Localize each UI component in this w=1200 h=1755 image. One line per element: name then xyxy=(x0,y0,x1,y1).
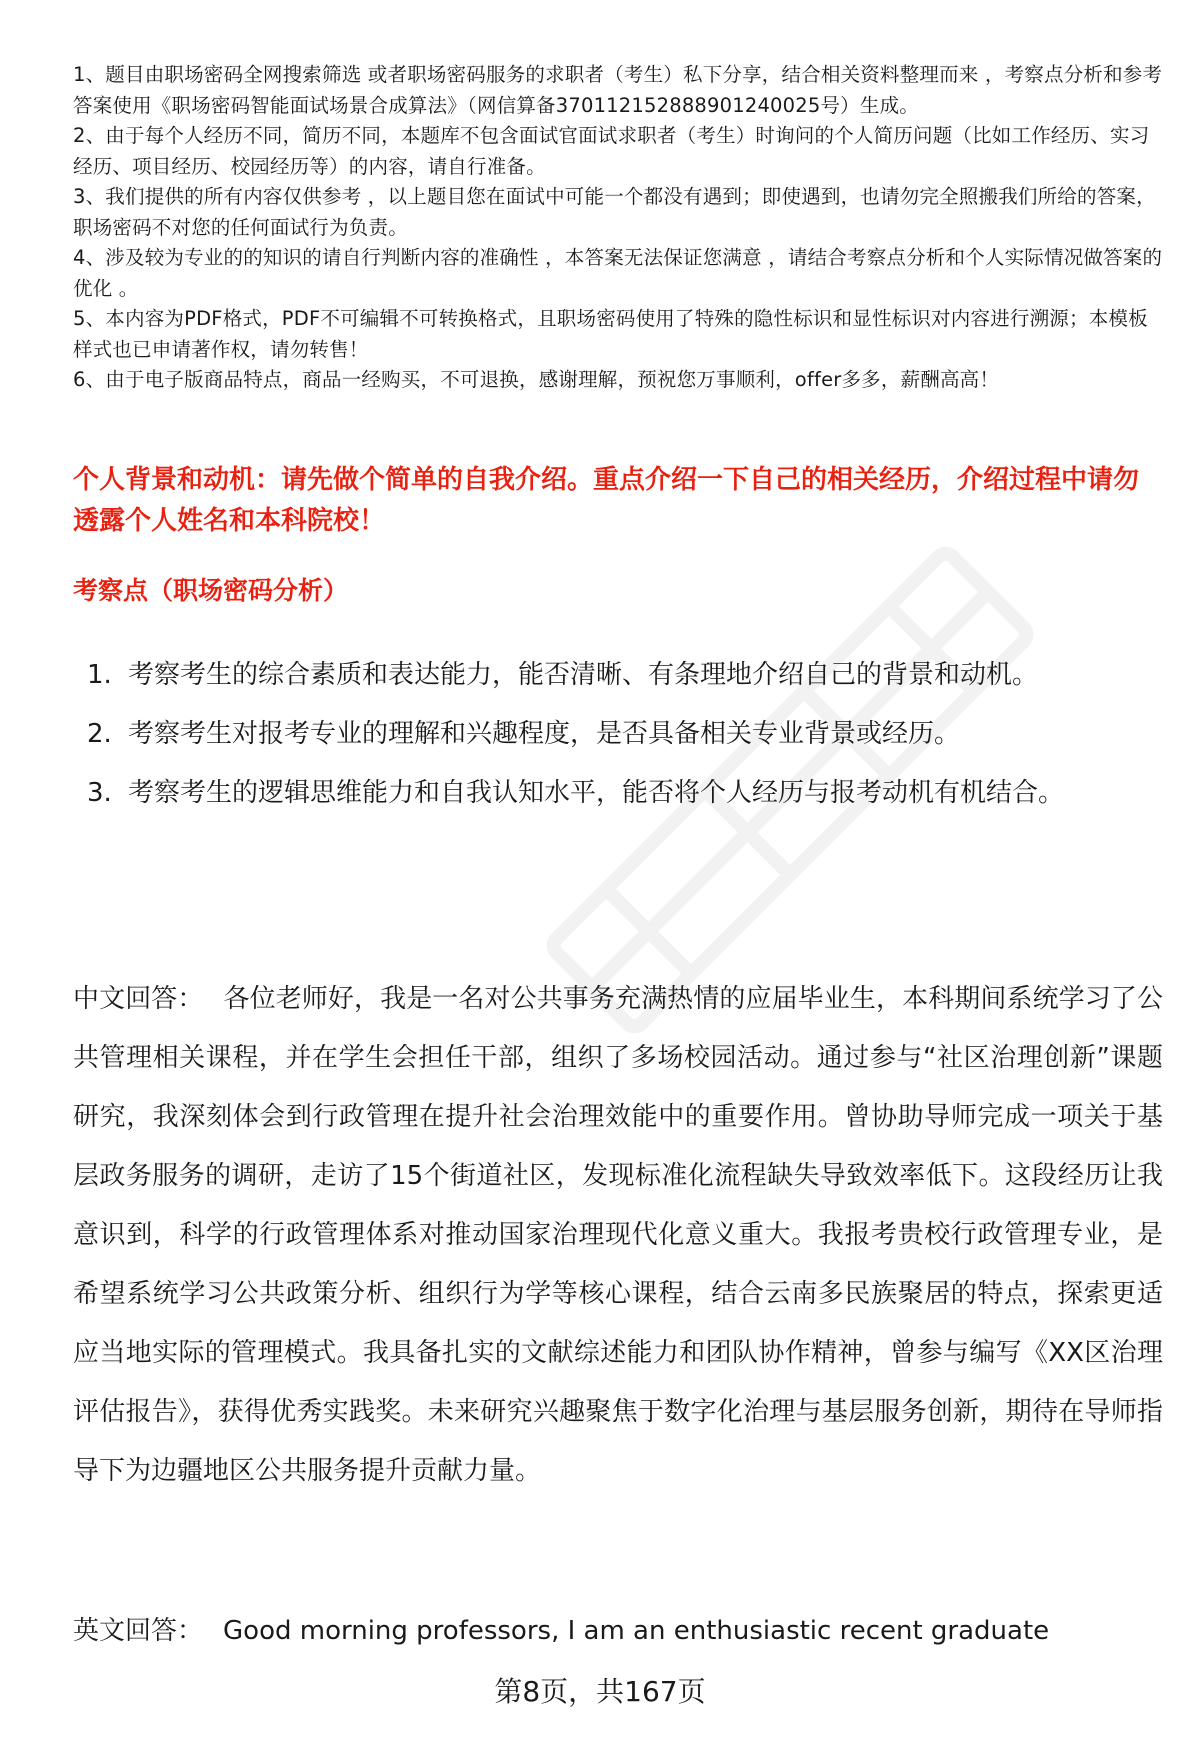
chinese-answer xyxy=(73,970,1163,1501)
chinese-answer-label: 中文回答： xyxy=(73,984,204,1014)
note-2: 2、由于每个人经历不同，简历不同，本题库不包含面试官面试求职者（考生）时询问的个人简历问题（比如工作经历、实习经历、项目经历、校园经历等）的内容，请自行准备。 xyxy=(73,124,1150,178)
analysis-point xyxy=(73,646,1153,705)
analysis-points xyxy=(73,646,1153,823)
note-1: 1、题目由职场密码全网搜索筛选 或者职场密码服务的求职者（考生）私下分享，结合相关资料整理而来 ，考察点分析和参考答案使用《职场密码智能面试场景合成算法》（网信算备370112152888901240025号）生成。 xyxy=(73,63,1163,117)
point-text: 考察考生的逻辑思维能力和自我认知水平，能否将个人经历与报考动机有机结合。 xyxy=(128,778,1065,808)
chinese-answer-text: 各位老师好，我是一名对公共事务充满热情的应届毕业生，本科期间系统学习了公共管理相关课程，并在学生会担任干部，组织了多场校园活动。通过参与“社区治理创新”课题研究，我深刻体会到行政管理在提升社会治理效能中的重要作用。曾协助导师完成一项关于基层政务服务的调研，走访了15个街道社区，发现标准化流程缺失导致效率低下。这段经历让我意识到，科学的行政管理体系对推动国家治理现代化意义重大。我报考贵校行政管理专业，是希望系统学习公共政策分析、组织行为学等核心课程，结合云南多民族聚居的特点，探索更适应当地实际的管理模式。我具备扎实的文献综述能力和团队协作精神，曾参与编写《XX区治理评估报告》，获得优秀实践奖。未来研究兴趣聚焦于数字化治理与基层服务创新，期待在导师指导下为边疆地区公共服务提升贡献力量。 xyxy=(73,984,1163,1486)
disclaimer-notes xyxy=(73,60,1163,396)
analysis-point xyxy=(73,764,1153,823)
note-5: 5、本内容为PDF格式，PDF不可编辑不可转换格式，且职场密码使用了特殊的隐性标识和显性标识对内容进行溯源；本模板样式也已申请著作权，请勿转售！ xyxy=(73,307,1148,361)
point-number: 3. xyxy=(87,778,112,808)
note-3: 3、我们提供的所有内容仅供参考 ，以上题目您在面试中可能一个都没有遇到；即使遇到，也请勿完全照搬我们所给的答案，职场密码不对您的任何面试行为负责。 xyxy=(73,185,1156,239)
point-number: 2. xyxy=(87,719,112,749)
point-text: 考察考生的综合素质和表达能力，能否清晰、有条理地介绍自己的背景和动机。 xyxy=(128,660,1039,690)
english-answer-label: 英文回答： xyxy=(73,1616,204,1646)
point-text: 考察考生对报考专业的理解和兴趣程度，是否具备相关专业背景或经历。 xyxy=(128,719,961,749)
point-number: 1. xyxy=(87,660,112,690)
note-4: 4、涉及较为专业的的知识的请自行判断内容的准确性 ，本答案无法保证您满意 ，请结合考察点分析和个人实际情况做答案的优化 。 xyxy=(73,246,1163,300)
note-6: 6、由于电子版商品特点，商品一经购买，不可退换，感谢理解，预祝您万事顺利，offer多多，薪酬高高！ xyxy=(73,368,1000,391)
analysis-title: 考察点（职场密码分析） xyxy=(73,576,349,605)
interview-question: 个人背景和动机：请先做个简单的自我介绍。重点介绍一下自己的相关经历，介绍过程中请勿透露个人姓名和本科院校！ xyxy=(73,465,1140,536)
analysis-point xyxy=(73,705,1153,764)
page-number-footer: 第8页，共167页 xyxy=(494,1675,706,1708)
english-answer xyxy=(73,1602,1163,1661)
english-answer-text: Good morning professors, I am an enthusiastic recent graduate xyxy=(223,1616,1050,1646)
